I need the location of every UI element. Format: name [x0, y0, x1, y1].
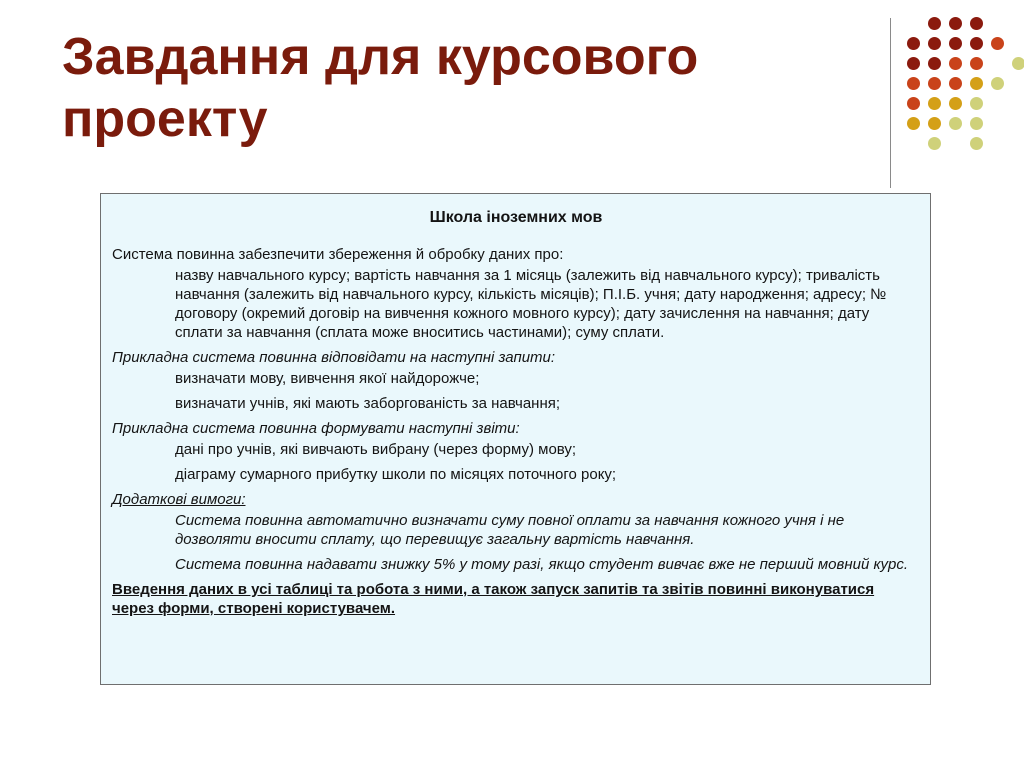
decorative-dot — [949, 17, 962, 30]
decorative-dot — [949, 77, 962, 90]
extra-requirement-item: Система повинна автоматично визначати суму повної оплати за навчання кожного учня і не дозволяти вносити сплату, що перевищує загальну вартість навчання. — [175, 512, 845, 548]
decorative-dot — [949, 97, 962, 110]
decorative-dot — [970, 37, 983, 50]
decorative-dot — [907, 57, 920, 70]
decorative-dot — [928, 97, 941, 110]
decorative-dot — [907, 97, 920, 110]
decorative-dot — [949, 57, 962, 70]
decorative-dot — [970, 137, 983, 150]
decorative-dot — [970, 57, 983, 70]
decorative-dot — [970, 77, 983, 90]
decorative-dot — [970, 97, 983, 110]
decorative-dot — [970, 17, 983, 30]
assignment-panel — [100, 193, 931, 685]
decorative-dot — [928, 137, 941, 150]
decorative-dot — [991, 77, 1004, 90]
reports-heading: Прикладна система повинна формувати наступні звіти: — [112, 420, 520, 437]
query-item: визначати учнів, які мають заборгованість за навчання; — [175, 395, 561, 412]
decorative-dot — [949, 117, 962, 130]
decorative-dot — [970, 117, 983, 130]
decorative-dot — [928, 37, 941, 50]
extra-requirement-item: Система повинна надавати знижку 5% у тому разі, якщо студент вивчає вже не перший мовний курс. — [175, 556, 909, 573]
decorative-dot — [949, 37, 962, 50]
decorative-dot — [991, 37, 1004, 50]
decorative-dot — [928, 57, 941, 70]
report-item: діаграму сумарного прибутку школи по місяцях поточного року; — [175, 466, 617, 483]
query-item: визначати мову, вивчення якої найдорожче; — [175, 370, 480, 387]
decorative-dots-grid — [904, 10, 1014, 170]
decorative-dot — [907, 77, 920, 90]
report-item: дані про учнів, які вивчають вибрану (через форму) мову; — [175, 441, 577, 458]
intro-text: Система повинна забезпечити збереження й обробку даних про: — [112, 246, 564, 263]
slide-title: Завдання для курсового проекту — [62, 28, 699, 148]
decorative-dot — [907, 37, 920, 50]
panel-heading: Школа іноземних мов — [429, 209, 603, 226]
data-fields-list: назву навчального курсу; вартість навчання за 1 місяць (залежить від навчального курсу); тривалість навчання (залежить від навчального курсу, кількість місяців); П.І.Б. учня; дату народження; адресу; № договору (окремий договір на вивчення кожного мовного курсу); дату зачислення на навчання; дату сплати за навчання (сплата може вноситись частинами); суму сплати. — [175, 267, 887, 341]
decorative-dot — [907, 117, 920, 130]
queries-heading: Прикладна система повинна відповідати на наступні запити: — [112, 349, 556, 366]
decorative-dot — [1012, 57, 1024, 70]
vertical-divider — [890, 18, 891, 188]
decorative-dot — [928, 117, 941, 130]
decorative-dot — [928, 77, 941, 90]
extra-requirements-heading: Додаткові вимоги: — [112, 491, 246, 508]
final-note: Введення даних в усі таблиці та робота з ними, а також запуск запитів та звітів повинні виконуватися через форми, створені користувачем. — [112, 581, 875, 617]
decorative-dot — [928, 17, 941, 30]
